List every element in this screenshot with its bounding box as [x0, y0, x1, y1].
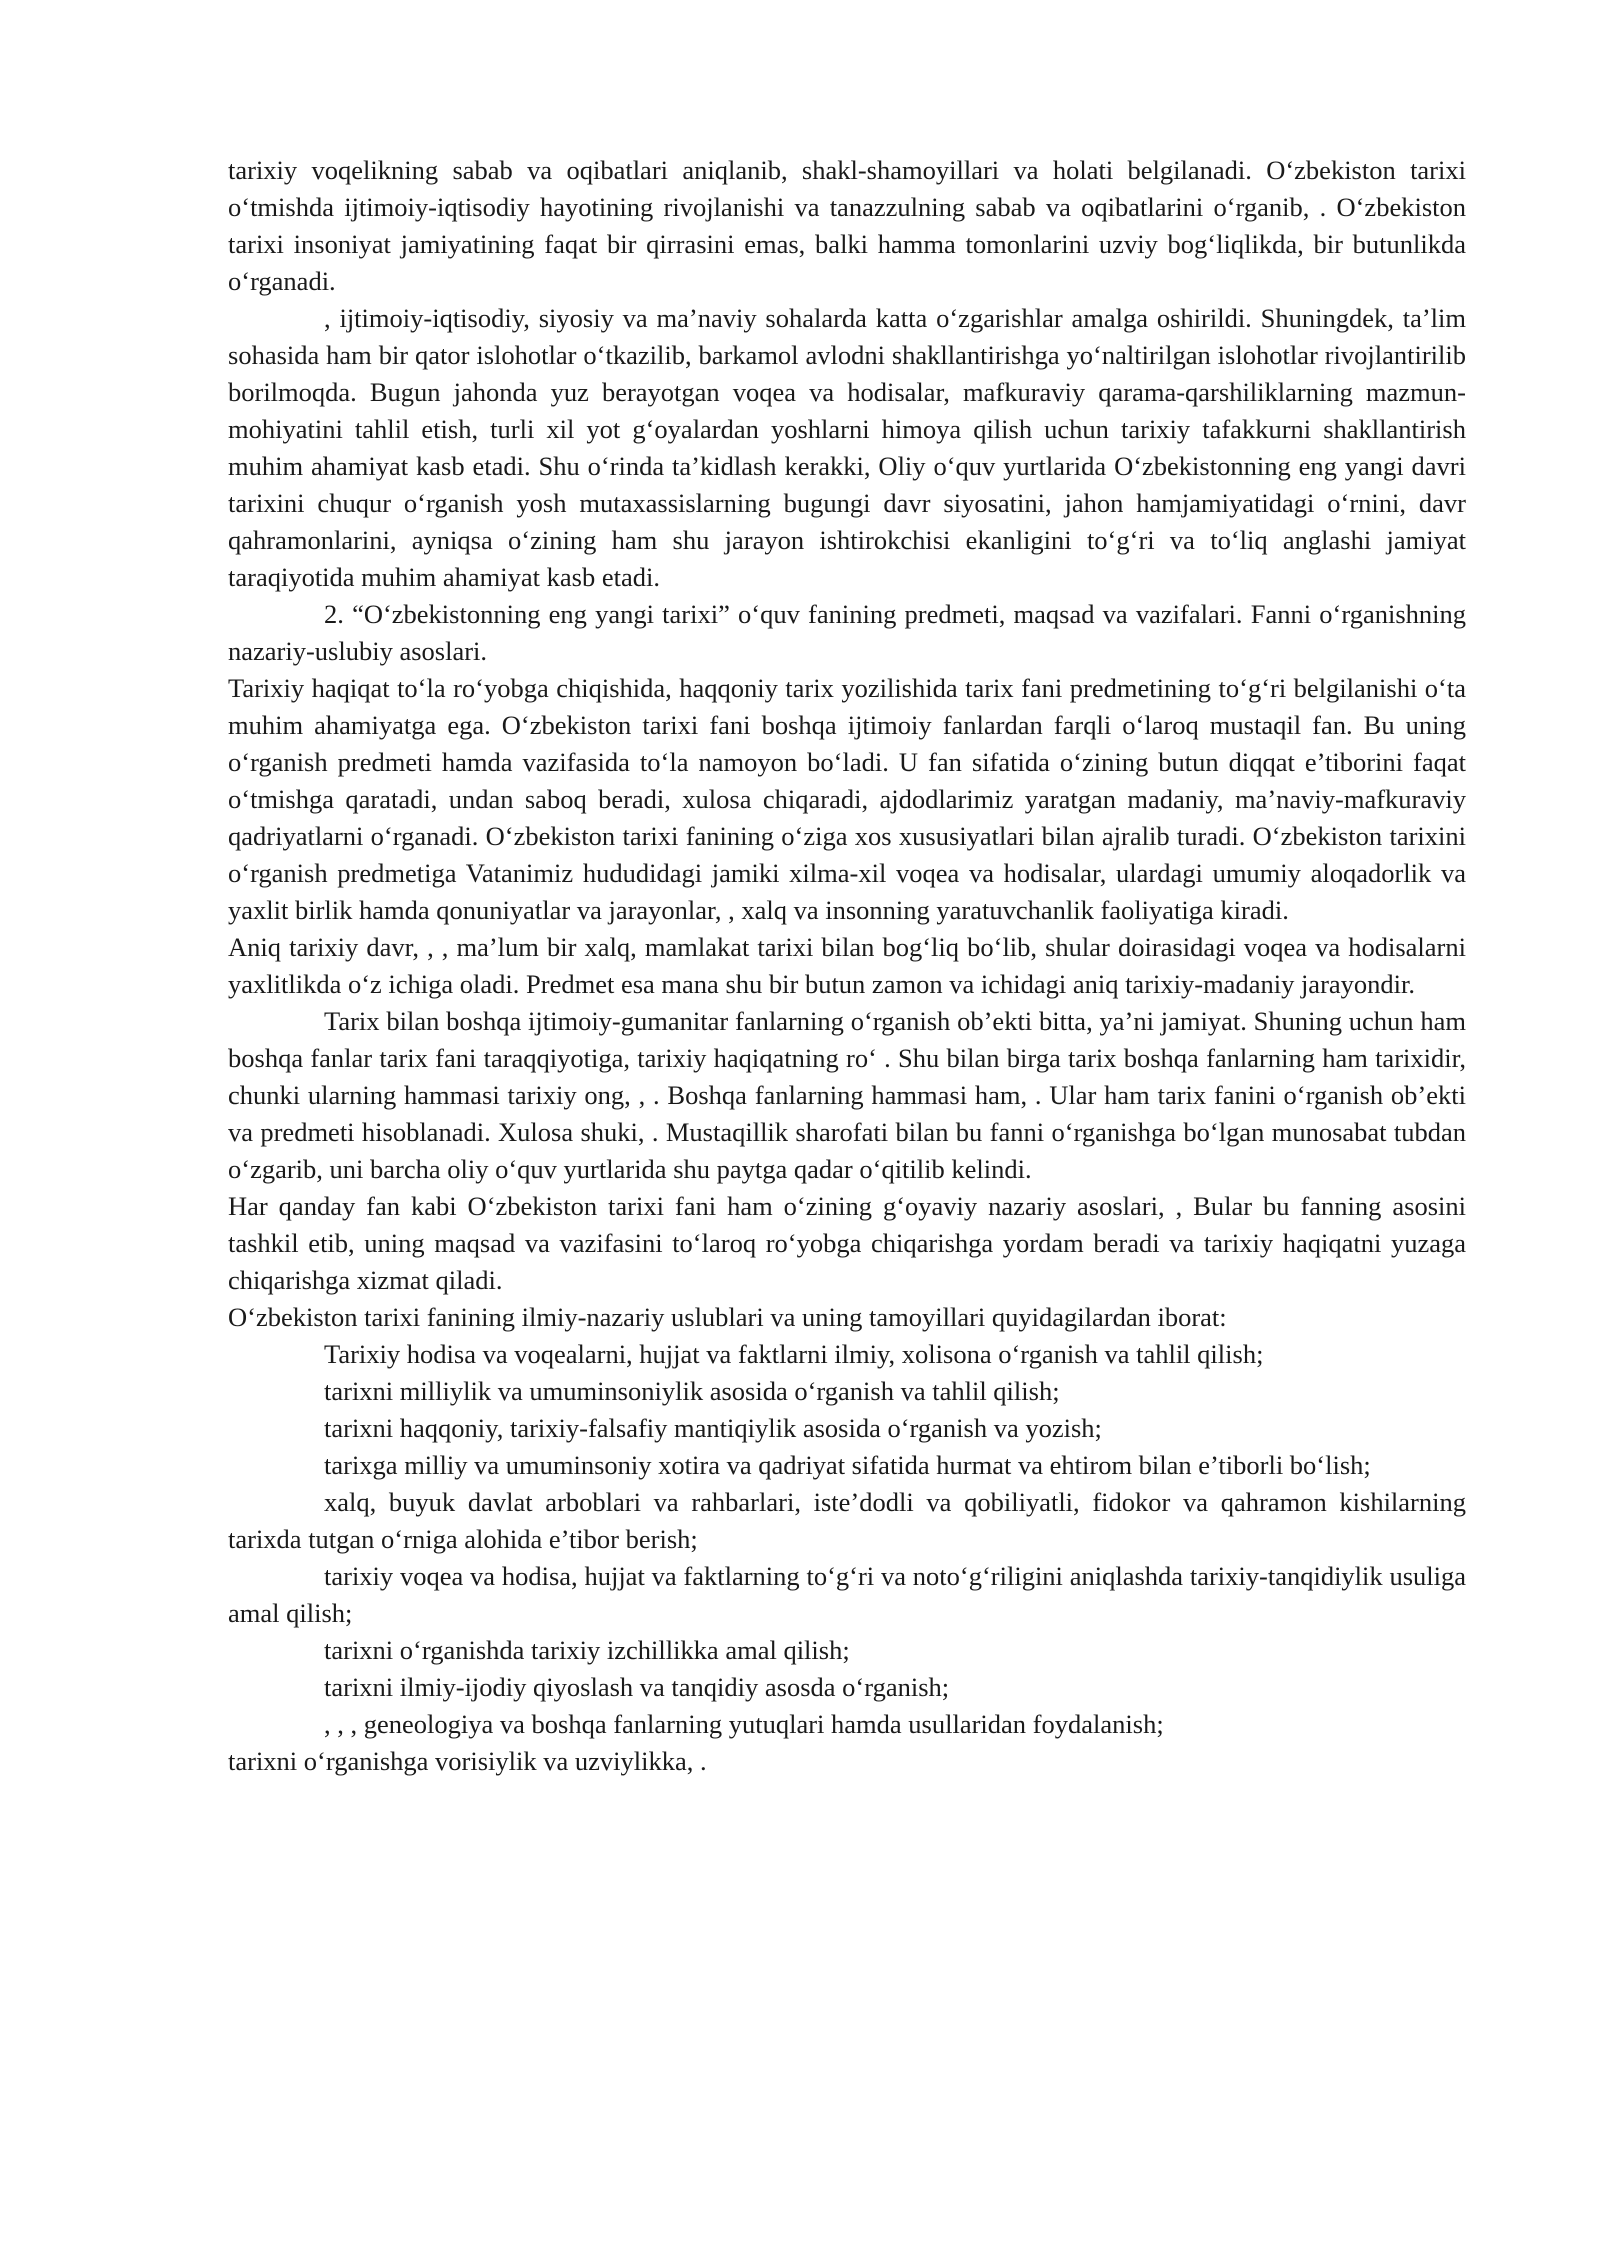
paragraph-theoretical-foundations: Har qanday fan kabi O‘zbekiston tarixi fani ham o‘zining g‘oyaviy nazariy asoslari, , Bular bu fanning asosini tashkil etib, uning maqsad va vazifasini to‘laroq ro‘yobga chiqarishga yordam beradi va tarixiy haqiqatni yuzaga chiqarishga xizmat qiladi.	[228, 1191, 1466, 1295]
paragraph-final-line: tarixni o‘rganishga vorisiylik va uzviylikka, .	[228, 1746, 707, 1776]
paragraph-principles-intro: O‘zbekiston tarixi fanining ilmiy-nazariy uslublari va uning tamoyillari quyidagilardan iborat:	[228, 1302, 1227, 1332]
paragraph-other-sciences: Tarix bilan boshqa ijtimoiy-gumanitar fanlarning o‘rganish ob’ekti bitta, ya’ni jamiyat. Shuning uchun ham boshqa fanlar tarix fani taraqqiyotiga, tarixiy haqiqatning ro‘ . Shu bilan birga tarix boshqa fanlarning ham tarixidir, chunki ularning hammasi tarixiy ong, , . Boshqa fanlarning hammasi ham, . Ular ham tarix fanini o‘rganish ob’ekti va predmeti hisoblanadi. Xulosa shuki, . Mustaqillik sharofati bilan bu fanni o‘rganishga bo‘lgan munosabat tubdan o‘zgarib, uni barcha oliy o‘quv yurtlarida shu paytga qadar o‘qitilib kelindi.	[228, 1006, 1466, 1184]
paragraph-subject-of-history: Tarixiy haqiqat to‘la ro‘yobga chiqishida, haqqoniy tarix yozilishida tarix fani predmetining to‘g‘ri belgilanishi o‘ta muhim ahamiyatga ega. O‘zbekiston tarixi fani boshqa ijtimoiy fanlardan farqli o‘laroq mustaqil fan. Bu uning o‘rganish predmeti hamda vazifasida to‘la namoyon bo‘ladi. U fan sifatida o‘zining butun diqqat e’tiborini faqat o‘tmishga qaratadi, undan saboq beradi, xulosa chiqaradi, ajdodlarimiz yaratgan madaniy, ma’naviy-mafkuraviy qadriyatlarni o‘rganadi. O‘zbekiston tarixi fanining o‘ziga xos xususiyatlari bilan ajralib turadi. O‘zbekiston tarixini o‘rganish predmetiga Vatanimiz hududidagi jamiki xilma-xil voqea va hodisalar, ulardagi umumiy aloqadorlik va yaxlit birlik hamda qonuniyatlar va jarayonlar, , xalq va insonning yaratuvchanlik faoliyatiga kiradi.	[228, 673, 1466, 925]
list-item: tarixiy voqea va hodisa, hujjat va faktlarning to‘g‘ri va noto‘g‘riligini aniqlashda tarixiy-tanqidiylik usuliga amal qilish;	[228, 1561, 1466, 1628]
list-item: tarixni haqqoniy, tarixiy-falsafiy mantiqiylik asosida o‘rganish va yozish;	[324, 1413, 1102, 1443]
list-item: , , , geneologiya va boshqa fanlarning yutuqlari hamda usullaridan foydalanish;	[324, 1709, 1164, 1739]
paragraph-reforms: , ijtimoiy-iqtisodiy, siyosiy va ma’naviy sohalarda katta o‘zgarishlar amalga oshirildi. Shuningdek, ta’lim sohasida ham bir qator islohotlar o‘tkazilib, barkamol avlodni shakllantirishga yo‘naltirilgan islohotlar rivojlantirilib borilmoqda. Bugun jahonda yuz berayotgan voqea va hodisalar, mafkuraviy qarama-qarshiliklarning mazmun-mohiyatini tahlil etish, turli xil yot g‘oyalardan yoshlarni himoya qilish uchun tarixiy tafakkurni shakllantirish muhim ahamiyat kasb etadi. Shu o‘rinda ta’kidlash kerakki, Oliy o‘quv yurtlarida O‘zbekistonning eng yangi davri tarixini chuqur o‘rganish yosh mutaxassislarning bugungi davr siyosatini, jahon hamjamiyatidagi o‘rnini, davr qahramonlarini, ayniqsa o‘zining ham shu jarayon ishtirokchisi ekanligini to‘g‘ri va to‘liq anglashi jamiyat taraqiyotida muhim ahamiyat kasb etadi.	[228, 303, 1466, 592]
list-item: Tarixiy hodisa va voqealarni, hujjat va faktlarni ilmiy, xolisona o‘rganish va tahlil qilish;	[324, 1339, 1264, 1369]
paragraph-historical-period: Aniq tarixiy davr, , , ma’lum bir xalq, mamlakat tarixi bilan bog‘liq bo‘lib, shular doirasidagi voqea va hodisalarni yaxlitlikda o‘z ichiga oladi. Predmet esa mana shu bir butun zamon va ichidagi aniq tarixiy-madaniy jarayondir.	[228, 932, 1466, 999]
list-item: tarixga milliy va umuminsoniy xotira va qadriyat sifatida hurmat va ehtirom bilan e’tiborli bo‘lish;	[324, 1450, 1371, 1480]
document-page	[228, 152, 1466, 1780]
section-heading-2: 2. “O‘zbekistonning eng yangi tarixi” o‘quv fanining predmeti, maqsad va vazifalari. Fanni o‘rganishning nazariy-uslubiy asoslari.	[228, 599, 1466, 666]
list-item: tarixni ilmiy-ijodiy qiyoslash va tanqidiy asosda o‘rganish;	[324, 1672, 950, 1702]
list-item: tarixni milliylik va umuminsoniylik asosida o‘rganish va tahlil qilish;	[324, 1376, 1060, 1406]
list-item: tarixni o‘rganishda tarixiy izchillikka amal qilish;	[324, 1635, 850, 1665]
list-item: xalq, buyuk davlat arboblari va rahbarlari, iste’dodli va qobiliyatli, fidokor va qahramon kishilarning tarixda tutgan o‘rniga alohida e’tibor berish;	[228, 1487, 1466, 1554]
paragraph-intro-continuation: tarixiy voqelikning sabab va oqibatlari aniqlanib, shakl-shamoyillari va holati belgilanadi. O‘zbekiston tarixi o‘tmishda ijtimoiy-iqtisodiy hayotining rivojlanishi va tanazzulning sabab va oqibatlarini o‘rganib, . O‘zbekiston tarixi insoniyat jamiyatining faqat bir qirrasini emas, balki hamma tomonlarini uzviy bog‘liqlikda, bir butunlikda o‘rganadi.	[228, 155, 1466, 296]
